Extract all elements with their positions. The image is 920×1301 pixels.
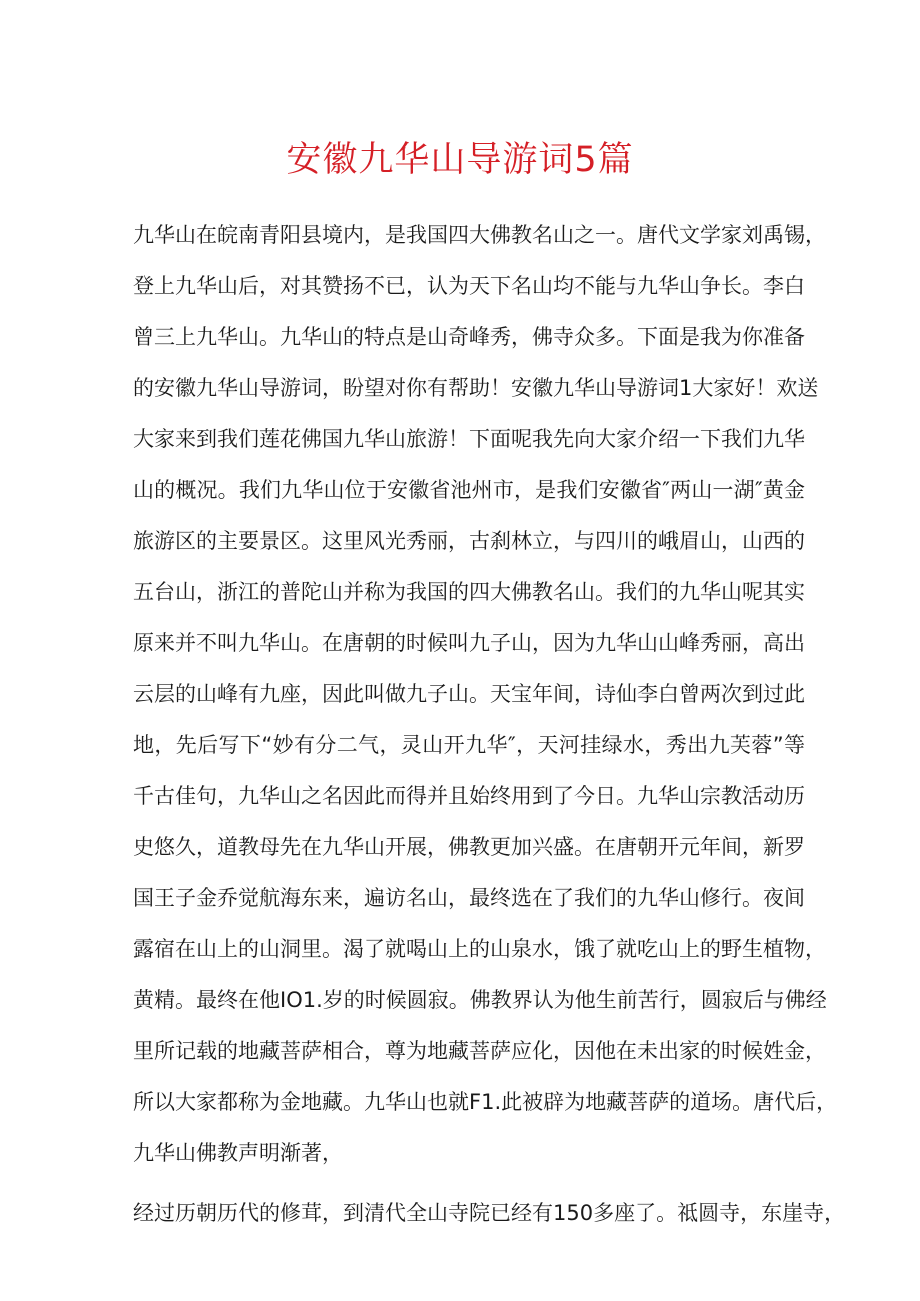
- text-line: 经过历朝历代的修茸，到清代全山寺院已经有150多座了。祗圆寺，东崖寺，: [133, 1201, 846, 1225]
- text-line: 曾三上九华山。九华山的特点是山奇峰秀，佛寺众多。下面是我为你准备: [133, 325, 805, 349]
- text-line: 国王子金乔觉航海东来，遍访名山，最终选在了我们的九华山修行。夜间: [133, 886, 805, 910]
- text-line: 五台山，浙江的普陀山并称为我国的四大佛教名山。我们的九华山呢其实: [133, 580, 805, 604]
- text-line: 的安徽九华山导游词，盼望对你有帮助！安徽九华山导游词1大家好！欢送: [133, 376, 819, 400]
- text-line: 原来并不叫九华山。在唐朝的时候叫九子山，因为九华山山峰秀丽，高出: [133, 631, 805, 655]
- document-title: 安徽九华山导游词5篇: [286, 140, 634, 180]
- text-line: 千古佳句，九华山之名因此而得并且始终用到了今日。九华山宗教活动历: [133, 784, 805, 808]
- text-line: 大家来到我们莲花佛国九华山旅游！下面呢我先向大家介绍一下我们九华: [133, 427, 805, 451]
- paragraph: [133, 1188, 846, 1239]
- text-line: 露宿在山上的山洞里。渴了就喝山上的山泉水，饿了就吃山上的野生植物，: [133, 937, 826, 961]
- text-line: 九华山佛教声明渐著，: [133, 1141, 343, 1165]
- text-line: 登上九华山后，对其赞扬不已，认为天下名山均不能与九华山争长。李白: [133, 274, 805, 298]
- text-line: 九华山在皖南青阳县境内，是我国四大佛教名山之一。唐代文学家刘禹锡，: [133, 223, 826, 247]
- paragraph: [133, 210, 838, 1179]
- document-body: [133, 210, 846, 1239]
- text-line: 里所记载的地藏菩萨相合，尊为地藏菩萨应化，因他在未出家的时候姓金，: [133, 1039, 826, 1063]
- text-line: 山的概况。我们九华山位于安徽省池州市，是我们安徽省″两山一湖″黄金: [133, 478, 805, 502]
- text-line: 云层的山峰有九座，因此叫做九子山。天宝年间，诗仙李白曾两次到过此: [133, 682, 805, 706]
- text-line: 地，先后写下“妙有分二气，灵山开九华″，天河挂绿水，秀出九芙蓉”等: [133, 733, 805, 757]
- text-line: 旅游区的主要景区。这里风光秀丽，古刹林立，与四川的峨眉山，山西的: [133, 529, 805, 553]
- text-line: 黄精。最终在他IO1.岁的时候圆寂。佛教界认为他生前苦行，圆寂后与佛经: [133, 988, 827, 1012]
- text-line: 所以大家都称为金地藏。九华山也就F1.此被辟为地藏菩萨的道场。唐代后，: [133, 1090, 838, 1114]
- paragraph-gap: [133, 1179, 805, 1188]
- text-line: 史悠久，道教母先在九华山开展，佛教更加兴盛。在唐朝开元年间，新罗: [133, 835, 805, 859]
